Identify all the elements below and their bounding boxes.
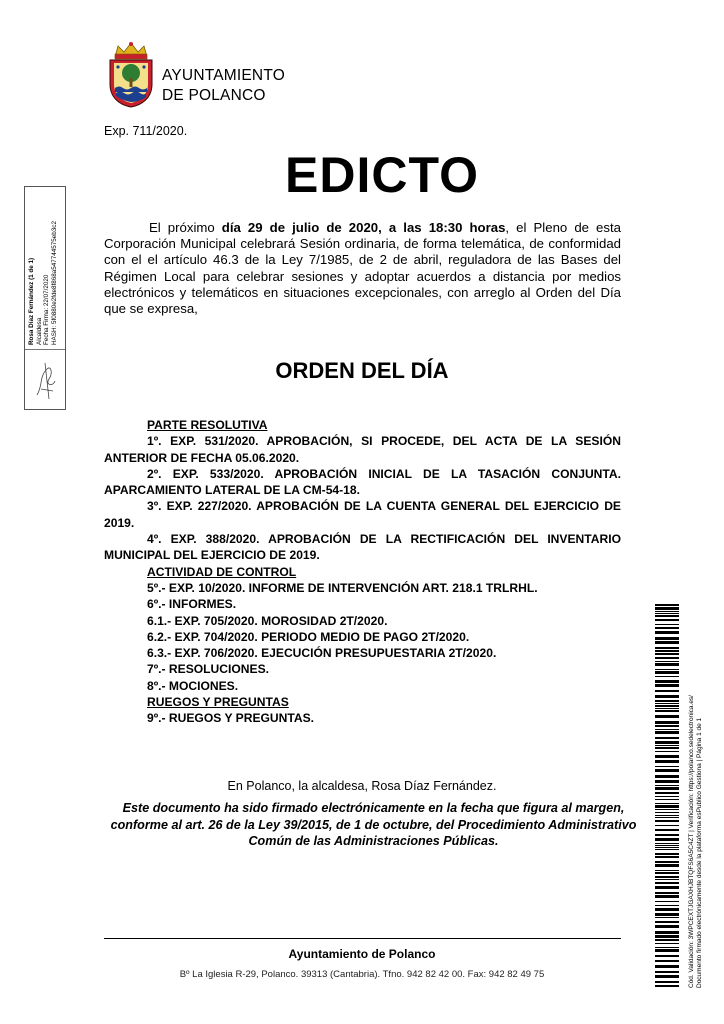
barcode-bar	[655, 619, 679, 621]
agenda-item: 9º.- RUEGOS Y PREGUNTAS.	[147, 711, 315, 726]
barcode-bar	[655, 741, 679, 744]
barcode-bar	[655, 895, 679, 898]
barcode-bar	[655, 627, 679, 629]
barcode-bar	[655, 775, 679, 778]
barcode-bar	[655, 641, 679, 644]
agenda-section-heading: ACTIVIDAD DE CONTROL	[147, 564, 297, 579]
barcode-bar	[655, 680, 679, 683]
barcode-bar	[655, 787, 679, 790]
agenda-section-heading: PARTE RESOLUTIVA	[147, 418, 268, 432]
agenda-title-text: ORDEN DEL DÍA	[275, 358, 449, 383]
barcode-bar	[655, 864, 679, 867]
barcode-bar	[655, 971, 679, 973]
barcode-bar	[655, 745, 679, 746]
barcode-bar	[655, 843, 679, 844]
barcode-bar	[655, 799, 679, 800]
legal-notice: Este documento ha sido firmado electrónicamente en la fecha que figura al margen, conforme al art. 26 de la Ley 39/2015, de 1 de octubre, del Procedimiento Administrativo Común de las Administraciones Públicas.	[110, 801, 637, 848]
barcode-bar	[655, 879, 679, 880]
barcode-bar	[655, 785, 679, 786]
agenda-item: 4º. EXP. 388/2020. APROBACIÓN DE LA RECTIFICACIÓN DEL INVENTARIO MUNICIPAL DEL EJERCICIO DE 2019.	[104, 532, 621, 563]
barcode-bar	[655, 796, 679, 797]
signer-role: Alcaldesa	[35, 317, 43, 345]
barcode-bar	[655, 870, 679, 871]
verification-text	[688, 628, 718, 988]
barcode-bar	[655, 845, 679, 846]
barcode-bar	[655, 676, 679, 677]
barcode-bar	[655, 611, 679, 612]
agenda-item: 5º.- EXP. 10/2020. INFORME DE INTERVENCIÓN ART. 218.1 TRLRHL.	[147, 580, 538, 595]
agenda-item: 2º. EXP. 533/2020. APROBACIÓN INICIAL DE LA TASACIÓN CONJUNTA. APARCAMIENTO LATERAL DE LA CM-54-18.	[104, 466, 621, 498]
barcode	[655, 604, 679, 988]
signature-hash: HASH: 5f0880e2fde8f868a547744575eb3c2	[50, 221, 58, 345]
agenda-section-heading: RUEGOS Y PREGUNTAS	[147, 695, 289, 710]
barcode-bar	[655, 615, 679, 617]
agenda-item: 6º.- INFORMES.	[147, 597, 237, 612]
barcode-bar	[655, 729, 679, 730]
barcode-bar	[655, 700, 679, 702]
barcode-bar	[655, 949, 679, 952]
footer-org-name: Ayuntamiento de Polanco	[288, 947, 436, 961]
barcode-bar	[655, 780, 679, 783]
barcode-bar	[655, 653, 679, 655]
agenda-item: 8º.- MOCIONES.	[147, 678, 239, 693]
barcode-bar	[655, 847, 679, 848]
barcode-bar	[655, 815, 679, 816]
barcode-bar	[655, 661, 679, 662]
barcode-bar	[655, 820, 679, 822]
barcode-bar	[655, 657, 679, 659]
barcode-bar	[655, 805, 679, 808]
org-name-line2: DE POLANCO	[162, 87, 266, 104]
barcode-bar	[655, 725, 679, 727]
agenda-item: 3º. EXP. 227/2020. APROBACIÓN DE LA CUENTA GENERAL DEL EJERCICIO DE 2019.	[104, 499, 621, 530]
barcode-bar	[655, 985, 679, 987]
barcode-bar	[655, 939, 679, 941]
barcode-bar	[655, 792, 679, 794]
footer-divider	[104, 938, 621, 939]
barcode-bar	[655, 921, 679, 923]
barcode-bar	[655, 705, 679, 707]
barcode-bar	[655, 703, 679, 704]
barcode-bar	[655, 613, 679, 614]
barcode-bar	[655, 876, 679, 878]
barcode-bar	[655, 829, 679, 831]
barcode-bar	[655, 955, 679, 957]
barcode-bar	[655, 931, 679, 934]
barcode-bar	[655, 917, 679, 918]
intro-prefix: El próximo	[149, 220, 222, 235]
barcode-bar	[655, 671, 679, 674]
barcode-bar	[655, 825, 679, 826]
barcode-bar	[655, 838, 679, 841]
barcode-bar	[655, 812, 679, 813]
verification-code: Cód. Validación: 3WPCEXTJGAXHJBTQFS6A5C4ZT | Verificación: https://polanco.sedelectronica.es/	[688, 695, 695, 988]
barcode-bar	[655, 647, 679, 649]
barcode-bar	[655, 849, 679, 850]
barcode-bar	[655, 708, 679, 709]
barcode-bar	[655, 715, 679, 718]
barcode-bar	[655, 690, 679, 692]
barcode-bar	[655, 905, 679, 906]
document-title: EDICTO	[285, 147, 479, 203]
barcode-bar	[655, 721, 679, 724]
closing-line: En Polanco, la alcaldesa, Rosa Díaz Fernández.	[227, 779, 497, 793]
barcode-bar	[655, 731, 679, 734]
signature-divider	[25, 349, 65, 350]
barcode-bar	[655, 604, 679, 606]
intro-date-time: día 29 de julio de 2020, a las 18:30 horas	[221, 220, 506, 235]
barcode-bar	[655, 908, 679, 911]
agenda-item: 6.2.- EXP. 704/2020. PERIODO MEDIO DE PAGO 2T/2020.	[147, 629, 470, 644]
barcode-bar	[655, 925, 679, 928]
barcode-bar	[655, 981, 679, 983]
verification-platform: Documento firmado electrónicamente desde la plataforma esPublico Gestiona | Página 1 de 1	[696, 717, 704, 988]
barcode-bar	[655, 886, 679, 889]
org-name-line1: AYUNTAMIENTO	[162, 67, 285, 84]
signer-name: Rosa Díaz Fernández (1 de 1)	[28, 257, 35, 345]
barcode-bar	[655, 853, 679, 855]
intro-paragraph	[104, 220, 621, 317]
barcode-bar	[655, 809, 679, 810]
barcode-bar	[655, 695, 679, 698]
barcode-bar	[655, 607, 679, 610]
barcode-bar	[655, 631, 679, 634]
barcode-bar	[655, 882, 679, 884]
barcode-bar	[655, 737, 679, 739]
barcode-bar	[655, 872, 679, 874]
barcode-bar	[655, 935, 679, 938]
agenda-item: 6.3.- EXP. 706/2020. EJECUCIÓN PRESUPUESTARIA 2T/2020.	[147, 646, 497, 661]
barcode-bar	[655, 747, 679, 749]
barcode-bar	[655, 901, 679, 902]
footer-address: Bº La Iglesia R-29, Polanco. 39313 (Cantabria). Tfno. 942 82 42 00. Fax: 942 82 49 75	[179, 969, 545, 980]
barcode-bar	[655, 751, 679, 752]
barcode-bar	[655, 817, 679, 818]
barcode-bar	[655, 834, 679, 836]
barcode-bar	[655, 669, 679, 670]
barcode-bar	[655, 760, 679, 763]
barcode-bar	[655, 755, 679, 758]
barcode-bar	[655, 663, 679, 666]
barcode-bar	[655, 913, 679, 916]
barcode-bar	[655, 624, 679, 625]
barcode-bar	[655, 861, 679, 863]
barcode-bar	[655, 769, 679, 772]
barcode-bar	[655, 650, 679, 652]
barcode-bar	[655, 975, 679, 978]
agenda-item: 6.1.- EXP. 705/2020. MOROSIDAD 2T/2020.	[147, 613, 388, 628]
barcode-bar	[655, 766, 679, 767]
barcode-bar	[655, 947, 679, 948]
agenda-title	[0, 358, 724, 384]
barcode-bar	[655, 965, 679, 968]
agenda-list	[104, 417, 621, 727]
agenda-item: 1º. EXP. 531/2020. APROBACIÓN, SI PROCEDE, DEL ACTA DE LA SESIÓN ANTERIOR DE FECHA 05.06.2020.	[104, 434, 621, 465]
barcode-bar	[655, 684, 679, 687]
agenda-item: 7º.- RESOLUCIONES.	[147, 662, 270, 677]
expedient-number: Exp. 711/2020.	[104, 124, 188, 138]
barcode-bar	[655, 637, 679, 640]
barcode-bar	[655, 803, 679, 804]
barcode-bar	[655, 710, 679, 712]
barcode-bar	[655, 856, 679, 858]
barcode-bar	[655, 960, 679, 962]
barcode-bar	[655, 892, 679, 894]
signature-date: Fecha Firma: 22/07/2020	[43, 274, 51, 345]
intro-rest: , el Pleno de esta Corporación Municipal celebrará Sesión ordinaria, de forma telemática, de conformidad con el el artículo 46.3 de la Ley 7/1985, de 2 de abril, reguladora de las Bases del Régimen Local para celebrar sesiones y adoptar acuerdos a distancia por medios electrónicos y telemáticos en situaciones excepcionales, con arreglo al Orden del Día que se expresa,	[104, 220, 621, 317]
coat-of-arms-logo	[106, 40, 156, 108]
barcode-bar	[655, 943, 679, 944]
signature-details	[25, 187, 65, 349]
